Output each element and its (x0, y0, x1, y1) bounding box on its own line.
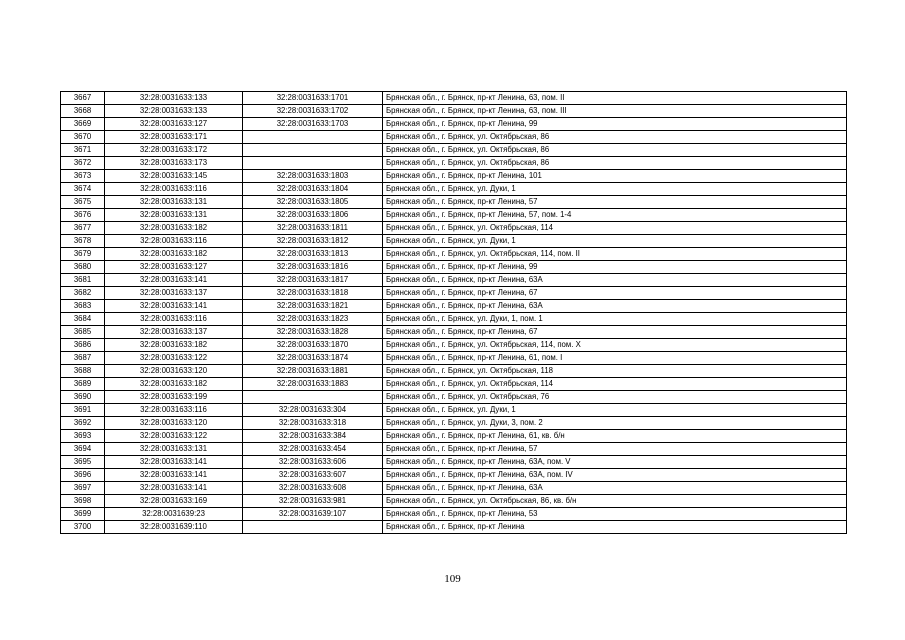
table-row (61, 235, 847, 248)
land-plot-cadastral-cell: 32:28:0031633:141 (105, 482, 243, 495)
land-plot-cadastral-cell: 32:28:0031633:127 (105, 118, 243, 131)
registry-table (60, 91, 847, 534)
land-plot-cadastral-cell: 32:28:0031633:131 (105, 209, 243, 222)
row-number-cell: 3696 (61, 469, 105, 482)
object-cadastral-cell: 32:28:0031633:454 (243, 443, 383, 456)
address-cell: Брянская обл., г. Брянск, ул. Октябрьская, 118 (383, 365, 847, 378)
land-plot-cadastral-cell: 32:28:0031639:23 (105, 508, 243, 521)
object-cadastral-cell: 32:28:0031633:1806 (243, 209, 383, 222)
address-cell: Брянская обл., г. Брянск, пр-кт Ленина, 61, кв. б/н (383, 430, 847, 443)
land-plot-cadastral-cell: 32:28:0031633:116 (105, 235, 243, 248)
land-plot-cadastral-cell: 32:28:0031633:145 (105, 170, 243, 183)
table-row (61, 495, 847, 508)
row-number-cell: 3697 (61, 482, 105, 495)
address-cell: Брянская обл., г. Брянск, ул. Октябрьская, 114 (383, 378, 847, 391)
land-plot-cadastral-cell: 32:28:0031633:120 (105, 365, 243, 378)
table-row (61, 131, 847, 144)
table-row (61, 92, 847, 105)
row-number-cell: 3698 (61, 495, 105, 508)
object-cadastral-cell: 32:28:0031633:1883 (243, 378, 383, 391)
object-cadastral-cell: 32:28:0031633:1812 (243, 235, 383, 248)
address-cell: Брянская обл., г. Брянск, ул. Октябрьская, 114 (383, 222, 847, 235)
object-cadastral-cell (243, 157, 383, 170)
land-plot-cadastral-cell: 32:28:0031633:131 (105, 443, 243, 456)
land-plot-cadastral-cell: 32:28:0031633:133 (105, 92, 243, 105)
land-plot-cadastral-cell: 32:28:0031633:141 (105, 274, 243, 287)
address-cell: Брянская обл., г. Брянск, пр-кт Ленина, 61, пом. I (383, 352, 847, 365)
row-number-cell: 3673 (61, 170, 105, 183)
land-plot-cadastral-cell: 32:28:0031633:137 (105, 326, 243, 339)
object-cadastral-cell: 32:28:0031633:1805 (243, 196, 383, 209)
address-cell: Брянская обл., г. Брянск, ул. Дуки, 1 (383, 235, 847, 248)
table-row (61, 170, 847, 183)
land-plot-cadastral-cell: 32:28:0031633:182 (105, 222, 243, 235)
address-cell: Брянская обл., г. Брянск, пр-кт Ленина, 57 (383, 443, 847, 456)
address-cell: Брянская обл., г. Брянск, пр-кт Ленина (383, 521, 847, 534)
table-row (61, 183, 847, 196)
table-row (61, 521, 847, 534)
object-cadastral-cell: 32:28:0031633:1804 (243, 183, 383, 196)
object-cadastral-cell: 32:28:0031639:107 (243, 508, 383, 521)
address-cell: Брянская обл., г. Брянск, ул. Октябрьская, 114, пом. II (383, 248, 847, 261)
table-row (61, 443, 847, 456)
object-cadastral-cell (243, 144, 383, 157)
row-number-cell: 3693 (61, 430, 105, 443)
row-number-cell: 3678 (61, 235, 105, 248)
table-row (61, 118, 847, 131)
address-cell: Брянская обл., г. Брянск, пр-кт Ленина, 63, пом. II (383, 92, 847, 105)
row-number-cell: 3700 (61, 521, 105, 534)
row-number-cell: 3669 (61, 118, 105, 131)
address-cell: Брянская обл., г. Брянск, пр-кт Ленина, 63А (383, 482, 847, 495)
row-number-cell: 3668 (61, 105, 105, 118)
object-cadastral-cell: 32:28:0031633:1813 (243, 248, 383, 261)
table-row (61, 391, 847, 404)
land-plot-cadastral-cell: 32:28:0031633:137 (105, 287, 243, 300)
address-cell: Брянская обл., г. Брянск, пр-кт Ленина, 101 (383, 170, 847, 183)
object-cadastral-cell: 32:28:0031633:1821 (243, 300, 383, 313)
land-plot-cadastral-cell: 32:28:0031633:169 (105, 495, 243, 508)
address-cell: Брянская обл., г. Брянск, пр-кт Ленина, 99 (383, 261, 847, 274)
address-cell: Брянская обл., г. Брянск, пр-кт Ленина, 63А, пом. V (383, 456, 847, 469)
table-row (61, 378, 847, 391)
row-number-cell: 3684 (61, 313, 105, 326)
row-number-cell: 3680 (61, 261, 105, 274)
land-plot-cadastral-cell: 32:28:0031633:182 (105, 339, 243, 352)
land-plot-cadastral-cell: 32:28:0031633:116 (105, 183, 243, 196)
table-row (61, 274, 847, 287)
table-row (61, 209, 847, 222)
row-number-cell: 3694 (61, 443, 105, 456)
object-cadastral-cell: 32:28:0031633:1803 (243, 170, 383, 183)
land-plot-cadastral-cell: 32:28:0031633:182 (105, 248, 243, 261)
land-plot-cadastral-cell: 32:28:0031633:122 (105, 430, 243, 443)
row-number-cell: 3699 (61, 508, 105, 521)
object-cadastral-cell: 32:28:0031633:607 (243, 469, 383, 482)
table-row (61, 261, 847, 274)
address-cell: Брянская обл., г. Брянск, пр-кт Ленина, 67 (383, 326, 847, 339)
object-cadastral-cell: 32:28:0031633:608 (243, 482, 383, 495)
address-cell: Брянская обл., г. Брянск, ул. Октябрьская, 86, кв. б/н (383, 495, 847, 508)
address-cell: Брянская обл., г. Брянск, ул. Октябрьская, 114, пом. X (383, 339, 847, 352)
table-row (61, 352, 847, 365)
row-number-cell: 3671 (61, 144, 105, 157)
row-number-cell: 3685 (61, 326, 105, 339)
land-plot-cadastral-cell: 32:28:0031639:110 (105, 521, 243, 534)
row-number-cell: 3688 (61, 365, 105, 378)
row-number-cell: 3670 (61, 131, 105, 144)
address-cell: Брянская обл., г. Брянск, пр-кт Ленина, 63А, пом. IV (383, 469, 847, 482)
table-row (61, 365, 847, 378)
object-cadastral-cell: 32:28:0031633:1701 (243, 92, 383, 105)
land-plot-cadastral-cell: 32:28:0031633:182 (105, 378, 243, 391)
address-cell: Брянская обл., г. Брянск, пр-кт Ленина, 63А (383, 300, 847, 313)
table-row (61, 222, 847, 235)
table-row (61, 456, 847, 469)
object-cadastral-cell: 32:28:0031633:1703 (243, 118, 383, 131)
address-cell: Брянская обл., г. Брянск, пр-кт Ленина, 57, пом. 1-4 (383, 209, 847, 222)
row-number-cell: 3695 (61, 456, 105, 469)
row-number-cell: 3687 (61, 352, 105, 365)
object-cadastral-cell: 32:28:0031633:1828 (243, 326, 383, 339)
table-row (61, 417, 847, 430)
table-row (61, 196, 847, 209)
table-row (61, 313, 847, 326)
row-number-cell: 3683 (61, 300, 105, 313)
land-plot-cadastral-cell: 32:28:0031633:131 (105, 196, 243, 209)
land-plot-cadastral-cell: 32:28:0031633:116 (105, 313, 243, 326)
table-row (61, 144, 847, 157)
table-row (61, 157, 847, 170)
address-cell: Брянская обл., г. Брянск, ул. Октябрьская, 76 (383, 391, 847, 404)
object-cadastral-cell: 32:28:0031633:384 (243, 430, 383, 443)
row-number-cell: 3691 (61, 404, 105, 417)
object-cadastral-cell (243, 521, 383, 534)
table-row (61, 326, 847, 339)
object-cadastral-cell (243, 391, 383, 404)
page-number: 109 (444, 573, 461, 585)
land-plot-cadastral-cell: 32:28:0031633:133 (105, 105, 243, 118)
object-cadastral-cell: 32:28:0031633:1818 (243, 287, 383, 300)
address-cell: Брянская обл., г. Брянск, ул. Октябрьская, 86 (383, 131, 847, 144)
land-plot-cadastral-cell: 32:28:0031633:173 (105, 157, 243, 170)
row-number-cell: 3686 (61, 339, 105, 352)
land-plot-cadastral-cell: 32:28:0031633:120 (105, 417, 243, 430)
table-row (61, 300, 847, 313)
land-plot-cadastral-cell: 32:28:0031633:116 (105, 404, 243, 417)
land-plot-cadastral-cell: 32:28:0031633:171 (105, 131, 243, 144)
land-plot-cadastral-cell: 32:28:0031633:127 (105, 261, 243, 274)
address-cell: Брянская обл., г. Брянск, пр-кт Ленина, 57 (383, 196, 847, 209)
table-row (61, 508, 847, 521)
address-cell: Брянская обл., г. Брянск, пр-кт Ленина, 63, пом. III (383, 105, 847, 118)
object-cadastral-cell: 32:28:0031633:981 (243, 495, 383, 508)
row-number-cell: 3672 (61, 157, 105, 170)
row-number-cell: 3675 (61, 196, 105, 209)
row-number-cell: 3677 (61, 222, 105, 235)
row-number-cell: 3692 (61, 417, 105, 430)
table-row (61, 482, 847, 495)
row-number-cell: 3681 (61, 274, 105, 287)
row-number-cell: 3689 (61, 378, 105, 391)
land-plot-cadastral-cell: 32:28:0031633:141 (105, 456, 243, 469)
object-cadastral-cell: 32:28:0031633:1881 (243, 365, 383, 378)
land-plot-cadastral-cell: 32:28:0031633:141 (105, 300, 243, 313)
table-row (61, 287, 847, 300)
object-cadastral-cell: 32:28:0031633:1870 (243, 339, 383, 352)
table-row (61, 430, 847, 443)
table-row (61, 339, 847, 352)
row-number-cell: 3690 (61, 391, 105, 404)
object-cadastral-cell: 32:28:0031633:1816 (243, 261, 383, 274)
object-cadastral-cell: 32:28:0031633:606 (243, 456, 383, 469)
table-row (61, 248, 847, 261)
object-cadastral-cell: 32:28:0031633:1874 (243, 352, 383, 365)
address-cell: Брянская обл., г. Брянск, ул. Дуки, 1 (383, 404, 847, 417)
address-cell: Брянская обл., г. Брянск, ул. Дуки, 1, пом. 1 (383, 313, 847, 326)
address-cell: Брянская обл., г. Брянск, ул. Дуки, 3, пом. 2 (383, 417, 847, 430)
object-cadastral-cell: 32:28:0031633:318 (243, 417, 383, 430)
address-cell: Брянская обл., г. Брянск, ул. Дуки, 1 (383, 183, 847, 196)
table-row (61, 105, 847, 118)
land-plot-cadastral-cell: 32:28:0031633:172 (105, 144, 243, 157)
address-cell: Брянская обл., г. Брянск, пр-кт Ленина, 67 (383, 287, 847, 300)
land-plot-cadastral-cell: 32:28:0031633:122 (105, 352, 243, 365)
address-cell: Брянская обл., г. Брянск, ул. Октябрьская, 86 (383, 157, 847, 170)
address-cell: Брянская обл., г. Брянск, ул. Октябрьская, 86 (383, 144, 847, 157)
object-cadastral-cell: 32:28:0031633:1817 (243, 274, 383, 287)
object-cadastral-cell: 32:28:0031633:1702 (243, 105, 383, 118)
object-cadastral-cell: 32:28:0031633:304 (243, 404, 383, 417)
table-row (61, 404, 847, 417)
row-number-cell: 3676 (61, 209, 105, 222)
object-cadastral-cell: 32:28:0031633:1811 (243, 222, 383, 235)
address-cell: Брянская обл., г. Брянск, пр-кт Ленина, 53 (383, 508, 847, 521)
table-row (61, 469, 847, 482)
row-number-cell: 3679 (61, 248, 105, 261)
object-cadastral-cell (243, 131, 383, 144)
address-cell: Брянская обл., г. Брянск, пр-кт Ленина, 99 (383, 118, 847, 131)
land-plot-cadastral-cell: 32:28:0031633:199 (105, 391, 243, 404)
row-number-cell: 3667 (61, 92, 105, 105)
row-number-cell: 3674 (61, 183, 105, 196)
address-cell: Брянская обл., г. Брянск, пр-кт Ленина, 63А (383, 274, 847, 287)
object-cadastral-cell: 32:28:0031633:1823 (243, 313, 383, 326)
row-number-cell: 3682 (61, 287, 105, 300)
land-plot-cadastral-cell: 32:28:0031633:141 (105, 469, 243, 482)
registry-table-body (61, 92, 847, 534)
